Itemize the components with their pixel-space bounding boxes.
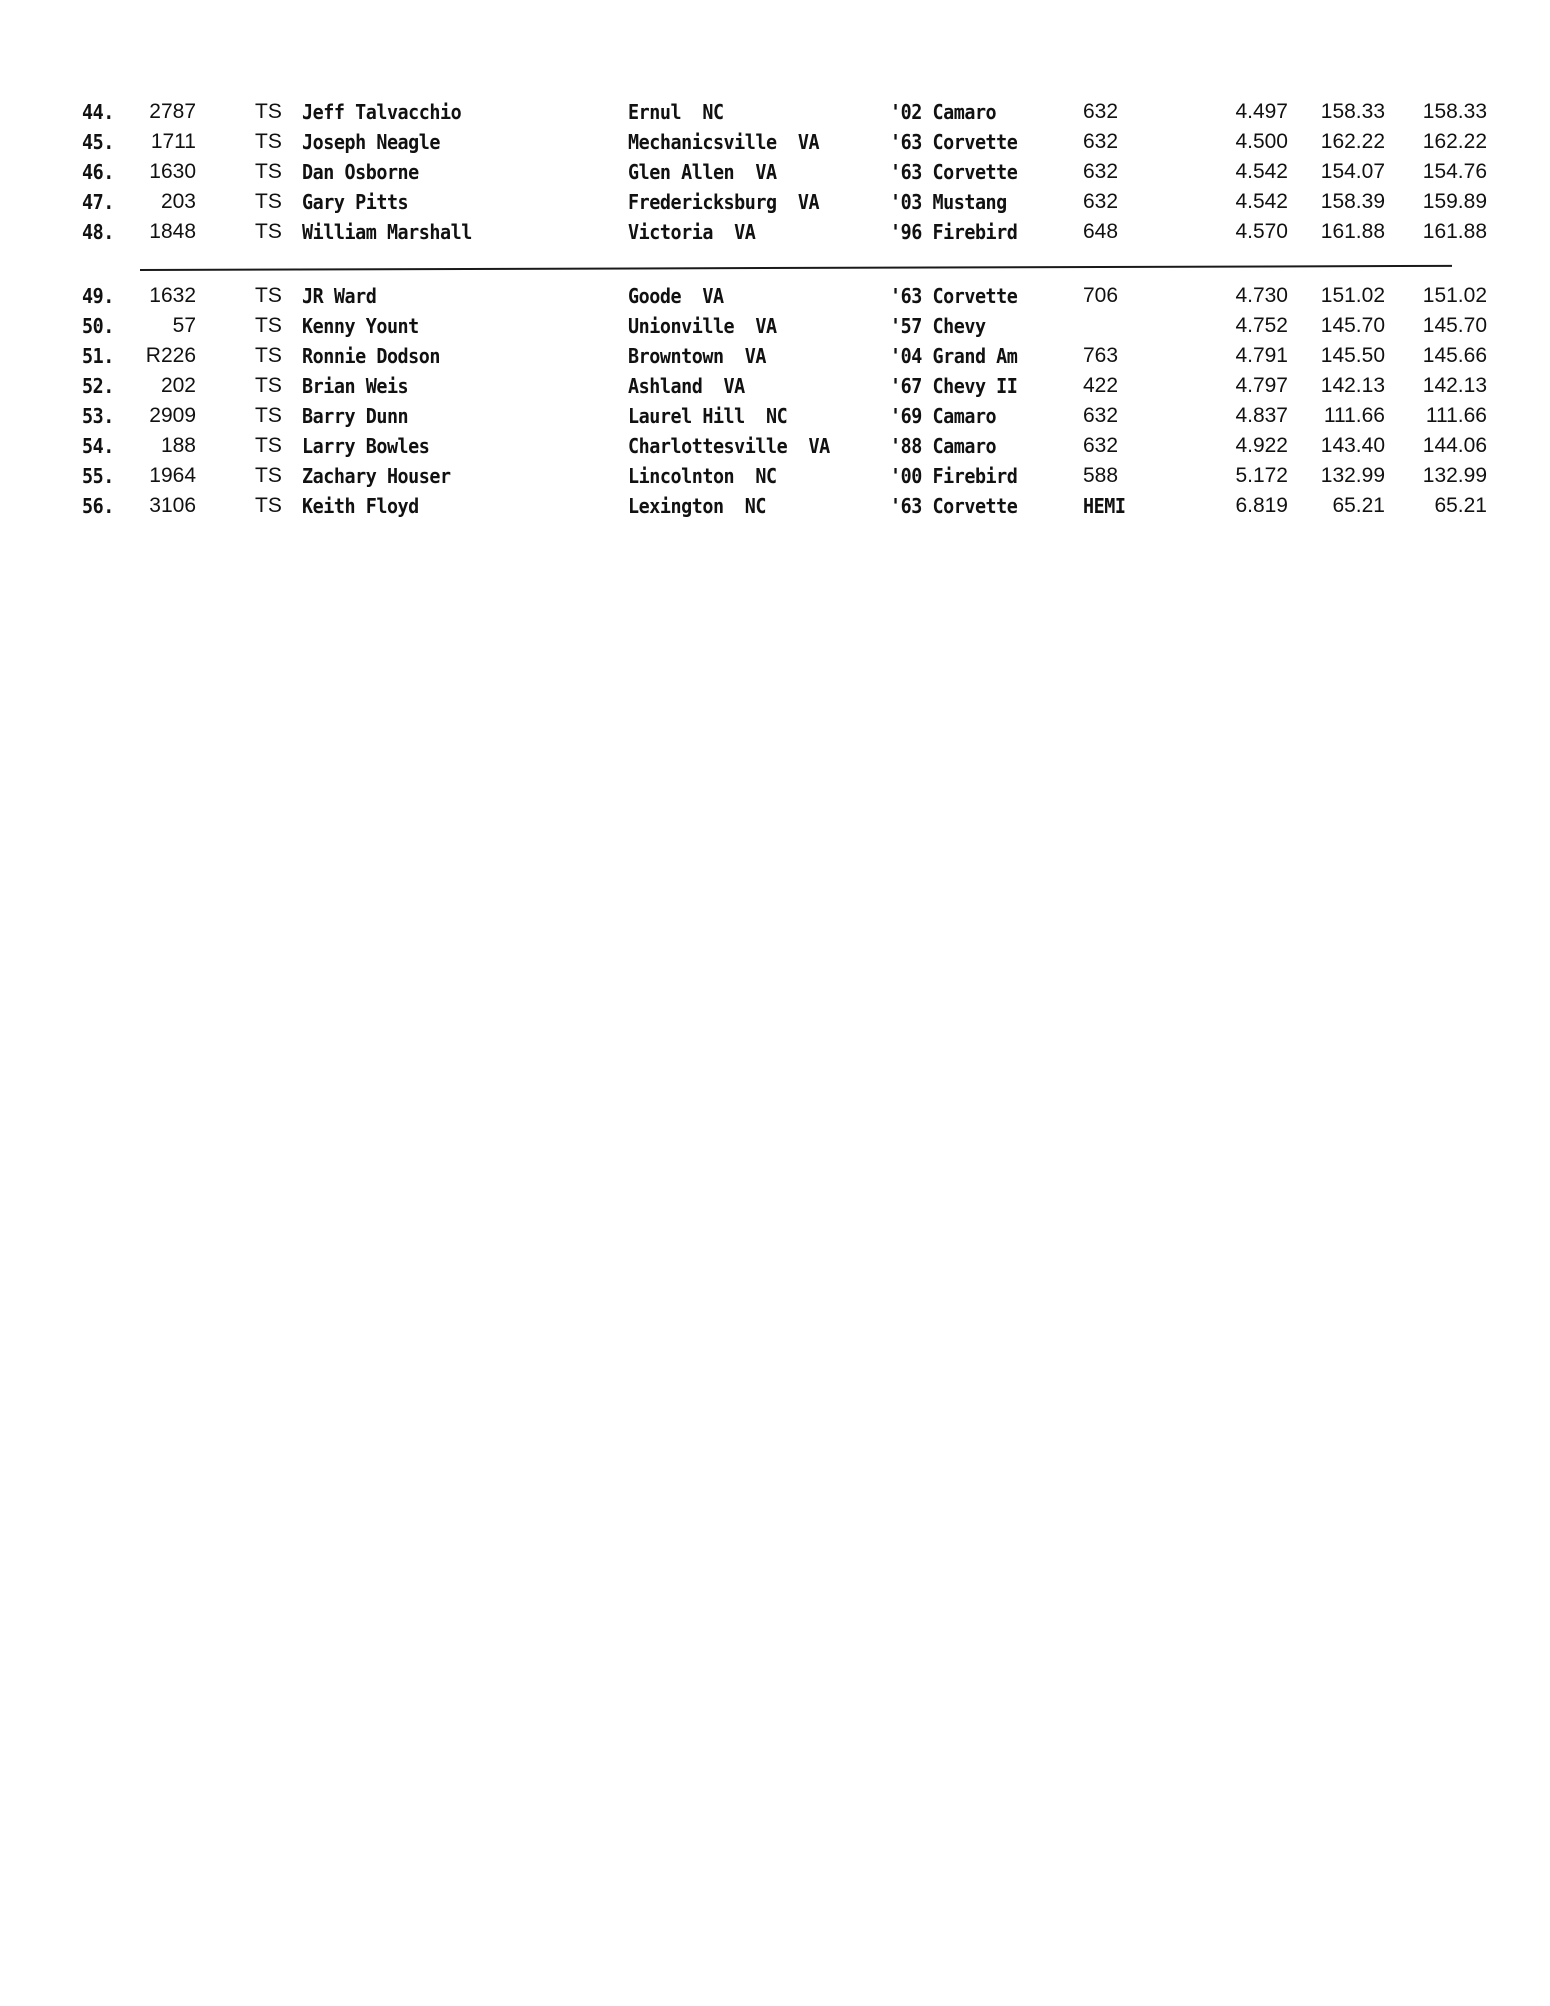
- et: 4.791: [1235, 344, 1288, 367]
- et: 4.542: [1235, 190, 1288, 213]
- engine: 632: [1083, 404, 1119, 427]
- position: 53.: [82, 404, 114, 428]
- car: '57 Chevy: [890, 314, 986, 338]
- best-mph: 145.70: [1422, 314, 1487, 337]
- class: TS: [255, 220, 282, 243]
- mph: 158.39: [1320, 190, 1385, 213]
- et: 4.752: [1235, 314, 1288, 337]
- position: 48.: [82, 220, 114, 244]
- class: TS: [255, 494, 282, 517]
- car: '63 Corvette: [890, 160, 1018, 184]
- et: 4.570: [1235, 220, 1288, 243]
- hometown: Browntown VA: [628, 344, 767, 368]
- driver: Brian Weis: [302, 374, 409, 398]
- engine: 632: [1083, 130, 1119, 153]
- position: 55.: [82, 464, 114, 488]
- class: TS: [255, 464, 282, 487]
- engine: 632: [1083, 190, 1119, 213]
- hometown: Lexington NC: [628, 494, 767, 518]
- table-row: [0, 281, 1550, 311]
- car-number: 202: [160, 374, 196, 397]
- et: 5.172: [1235, 464, 1288, 487]
- car-number: 203: [160, 190, 196, 213]
- mph: 65.21: [1332, 494, 1385, 517]
- car-number: 188: [160, 434, 196, 457]
- driver: Kenny Yount: [302, 314, 419, 338]
- table-row: [0, 341, 1550, 371]
- hometown: Laurel Hill NC: [628, 404, 788, 428]
- mph: 161.88: [1320, 220, 1385, 243]
- table-row: [0, 431, 1550, 461]
- class: TS: [255, 284, 282, 307]
- mph: 132.99: [1320, 464, 1385, 487]
- driver: William Marshall: [302, 220, 472, 244]
- mph: 145.70: [1320, 314, 1385, 337]
- hometown: Glen Allen VA: [628, 160, 777, 184]
- class: TS: [255, 314, 282, 337]
- car-number: 1848: [149, 220, 196, 243]
- position: 50.: [82, 314, 114, 338]
- car-number: 3106: [149, 494, 196, 517]
- mph: 158.33: [1320, 100, 1385, 123]
- car: '03 Mustang: [890, 190, 1007, 214]
- best-mph: 158.33: [1422, 100, 1487, 123]
- class: TS: [255, 160, 282, 183]
- class: TS: [255, 130, 282, 153]
- table-row: [0, 97, 1550, 127]
- driver: Gary Pitts: [302, 190, 409, 214]
- hometown: Lincolnton NC: [628, 464, 777, 488]
- class: TS: [255, 190, 282, 213]
- best-mph: 111.66: [1425, 404, 1487, 427]
- car-number: 1632: [149, 284, 196, 307]
- position: 51.: [82, 344, 114, 368]
- class: TS: [255, 404, 282, 427]
- car-number: 1964: [149, 464, 196, 487]
- car: '69 Camaro: [890, 404, 997, 428]
- car-number: 1630: [149, 160, 196, 183]
- best-mph: 142.13: [1422, 374, 1487, 397]
- mph: 154.07: [1320, 160, 1385, 183]
- position: 56.: [82, 494, 114, 518]
- engine: HEMI: [1083, 494, 1126, 518]
- car: '04 Grand Am: [890, 344, 1018, 368]
- car: '88 Camaro: [890, 434, 997, 458]
- best-mph: 154.76: [1422, 160, 1487, 183]
- table-row: [0, 491, 1550, 521]
- best-mph: 162.22: [1422, 130, 1487, 153]
- car: '02 Camaro: [890, 100, 997, 124]
- hometown: Unionville VA: [628, 314, 777, 338]
- best-mph: 145.66: [1422, 344, 1487, 367]
- mph: 143.40: [1320, 434, 1385, 457]
- table-row: [0, 187, 1550, 217]
- car: '00 Firebird: [890, 464, 1018, 488]
- hometown: Mechanicsville VA: [628, 130, 820, 154]
- engine: 763: [1083, 344, 1119, 367]
- group-divider-line: [140, 265, 1452, 271]
- driver: Dan Osborne: [302, 160, 419, 184]
- mph: 162.22: [1320, 130, 1385, 153]
- et: 4.922: [1235, 434, 1288, 457]
- car: '96 Firebird: [890, 220, 1018, 244]
- hometown: Ashland VA: [628, 374, 745, 398]
- table-row: [0, 371, 1550, 401]
- driver: Keith Floyd: [302, 494, 419, 518]
- mph: 145.50: [1320, 344, 1385, 367]
- car-number: 2909: [149, 404, 196, 427]
- car: '67 Chevy II: [890, 374, 1018, 398]
- best-mph: 132.99: [1422, 464, 1487, 487]
- car: '63 Corvette: [890, 284, 1018, 308]
- table-row: [0, 157, 1550, 187]
- best-mph: 159.89: [1422, 190, 1487, 213]
- driver: JR Ward: [302, 284, 377, 308]
- mph: 142.13: [1320, 374, 1385, 397]
- class: TS: [255, 100, 282, 123]
- table-row: [0, 461, 1550, 491]
- position: 45.: [82, 130, 114, 154]
- car-number: 2787: [149, 100, 196, 123]
- class: TS: [255, 434, 282, 457]
- driver: Barry Dunn: [302, 404, 409, 428]
- driver: Joseph Neagle: [302, 130, 441, 154]
- best-mph: 161.88: [1422, 220, 1487, 243]
- car-number: R226: [145, 344, 196, 367]
- best-mph: 65.21: [1434, 494, 1487, 517]
- et: 4.542: [1235, 160, 1288, 183]
- et: 4.497: [1235, 100, 1288, 123]
- position: 44.: [82, 100, 114, 124]
- table-row: [0, 311, 1550, 341]
- engine: 632: [1083, 100, 1119, 123]
- et: 4.837: [1235, 404, 1288, 427]
- engine: 648: [1083, 220, 1119, 243]
- car-number: 57: [172, 314, 196, 337]
- hometown: Fredericksburg VA: [628, 190, 820, 214]
- hometown: Ernul NC: [628, 100, 724, 124]
- et: 4.730: [1235, 284, 1288, 307]
- position: 46.: [82, 160, 114, 184]
- best-mph: 151.02: [1422, 284, 1487, 307]
- position: 52.: [82, 374, 114, 398]
- et: 4.500: [1235, 130, 1288, 153]
- car-number: 1711: [150, 130, 196, 153]
- position: 47.: [82, 190, 114, 214]
- position: 49.: [82, 284, 114, 308]
- engine: 422: [1083, 374, 1119, 397]
- engine: 706: [1083, 284, 1119, 307]
- driver: Jeff Talvacchio: [302, 100, 462, 124]
- driver: Larry Bowles: [302, 434, 430, 458]
- car: '63 Corvette: [890, 494, 1018, 518]
- hometown: Victoria VA: [628, 220, 756, 244]
- table-row: [0, 127, 1550, 157]
- driver: Zachary Houser: [302, 464, 451, 488]
- car: '63 Corvette: [890, 130, 1018, 154]
- class: TS: [255, 374, 282, 397]
- et: 6.819: [1235, 494, 1288, 517]
- table-row: [0, 401, 1550, 431]
- driver: Ronnie Dodson: [302, 344, 441, 368]
- engine: 632: [1083, 434, 1119, 457]
- hometown: Goode VA: [628, 284, 724, 308]
- table-row: [0, 217, 1550, 247]
- class: TS: [255, 344, 282, 367]
- mph: 151.02: [1320, 284, 1385, 307]
- engine: 588: [1083, 464, 1119, 487]
- position: 54.: [82, 434, 114, 458]
- mph: 111.66: [1323, 404, 1385, 427]
- best-mph: 144.06: [1422, 434, 1487, 457]
- hometown: Charlottesville VA: [628, 434, 830, 458]
- et: 4.797: [1235, 374, 1288, 397]
- engine: 632: [1083, 160, 1119, 183]
